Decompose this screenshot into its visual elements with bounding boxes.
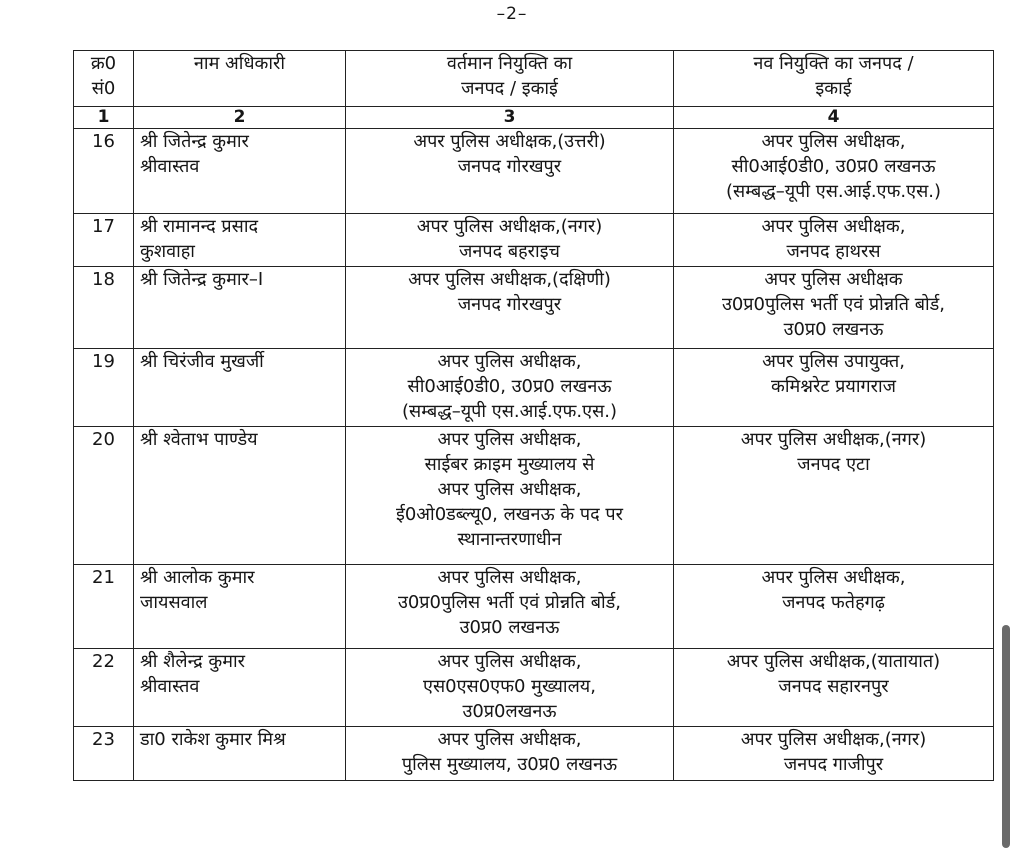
cell-line: अपर पुलिस अधीक्षक,(दक्षिणी) xyxy=(408,269,611,290)
officer-name-cell xyxy=(134,267,346,349)
new-posting-cell xyxy=(674,727,994,781)
new-posting-cell xyxy=(674,349,994,427)
column-number: 2 xyxy=(134,107,346,129)
table-row xyxy=(74,565,994,649)
current-posting-cell xyxy=(346,649,674,727)
header-row xyxy=(74,51,994,107)
scrollbar-thumb[interactable] xyxy=(1002,625,1010,848)
officer-name-cell xyxy=(134,649,346,727)
cell-line: डा0 राकेश कुमार मिश्र xyxy=(140,729,286,750)
cell-line: अपर पुलिस अधीक्षक,(नगर) xyxy=(740,729,927,750)
header-officer-name: नाम अधिकारी xyxy=(134,51,346,107)
table-row xyxy=(74,129,994,214)
officer-name-cell xyxy=(134,129,346,214)
cell-line: साईबर क्राइम मुख्यालय से xyxy=(424,454,595,475)
table-row xyxy=(74,427,994,565)
cell-line: श्रीवास्तव xyxy=(140,676,200,697)
table-row xyxy=(74,267,994,349)
cell-line: अपर पुलिस अधीक्षक,(नगर) xyxy=(416,216,603,237)
serial-number-cell: 23 xyxy=(74,727,134,781)
current-posting-cell xyxy=(346,214,674,267)
cell-line: जनपद एटा xyxy=(797,454,870,475)
cell-line: स्थानान्तरणाधीन xyxy=(457,529,562,550)
new-posting-cell xyxy=(674,129,994,214)
cell-line: अपर पुलिस अधीक्षक, xyxy=(761,131,906,152)
cell-line: जनपद गाजीपुर xyxy=(783,754,884,775)
cell-line: श्री रामानन्द प्रसाद xyxy=(140,216,259,237)
cell-line: उ0प्र0लखनऊ xyxy=(462,701,557,722)
cell-line: अपर पुलिस अधीक्षक, xyxy=(761,216,906,237)
table-row xyxy=(74,649,994,727)
cell-line: कुशवाहा xyxy=(140,241,195,262)
current-posting-cell xyxy=(346,267,674,349)
cell-line: जायसवाल xyxy=(140,592,208,613)
table-row xyxy=(74,349,994,427)
new-posting-cell xyxy=(674,565,994,649)
cell-line: एस0एस0एफ0 मुख्यालय, xyxy=(423,676,596,697)
cell-line: सी0आई0डी0, उ0प्र0 लखनऊ xyxy=(731,156,936,177)
table-body xyxy=(74,129,994,781)
cell-line: उ0प्र0पुलिस भर्ती एवं प्रोन्नति बोर्ड, xyxy=(721,294,946,315)
serial-number-cell: 16 xyxy=(74,129,134,214)
header-new-posting: नव नियुक्ति का जनपद / इकाई xyxy=(674,51,994,107)
new-posting-cell xyxy=(674,649,994,727)
serial-number-cell: 21 xyxy=(74,565,134,649)
current-posting-cell xyxy=(346,349,674,427)
serial-number-cell: 17 xyxy=(74,214,134,267)
cell-line: जनपद हाथरस xyxy=(786,241,881,262)
officer-name-cell xyxy=(134,727,346,781)
cell-line: उ0प्र0पुलिस भर्ती एवं प्रोन्नति बोर्ड, xyxy=(397,592,622,613)
cell-line: सी0आई0डी0, उ0प्र0 लखनऊ xyxy=(407,376,612,397)
cell-line: जनपद गोरखपुर xyxy=(457,294,562,315)
cell-line: श्री जितेन्द्र कुमार–I xyxy=(140,269,264,290)
new-posting-cell xyxy=(674,214,994,267)
officer-name-cell xyxy=(134,427,346,565)
cell-line: जनपद फतेहगढ़ xyxy=(782,592,885,613)
table-row xyxy=(74,214,994,267)
cell-line: पुलिस मुख्यालय, उ0प्र0 लखनऊ xyxy=(401,754,618,775)
cell-line: श्रीवास्तव xyxy=(140,156,200,177)
column-number: 1 xyxy=(74,107,134,129)
cell-line: अपर पुलिस अधीक्षक,(नगर) xyxy=(740,429,927,450)
cell-line: अपर पुलिस अधीक्षक, xyxy=(437,729,582,750)
officer-name-cell xyxy=(134,214,346,267)
cell-line: जनपद गोरखपुर xyxy=(457,156,562,177)
cell-line: अपर पुलिस उपायुक्त, xyxy=(762,351,905,372)
current-posting-cell xyxy=(346,727,674,781)
column-number-row xyxy=(74,107,994,129)
officer-name-cell xyxy=(134,565,346,649)
cell-line: उ0प्र0 लखनऊ xyxy=(459,617,560,638)
cell-line: अपर पुलिस अधीक्षक,(उत्तरी) xyxy=(413,131,606,152)
column-number: 3 xyxy=(346,107,674,129)
table-row xyxy=(74,727,994,781)
serial-number-cell: 22 xyxy=(74,649,134,727)
cell-line: कमिश्नरेट प्रयागराज xyxy=(771,376,896,397)
cell-line: अपर पुलिस अधीक्षक, xyxy=(437,351,582,372)
cell-line: अपर पुलिस अधीक्षक xyxy=(764,269,903,290)
header-serial: क्र0 सं0 xyxy=(74,51,134,107)
serial-number-cell: 18 xyxy=(74,267,134,349)
cell-line: अपर पुलिस अधीक्षक,(यातायात) xyxy=(726,651,941,672)
cell-line: अपर पुलिस अधीक्षक, xyxy=(437,567,582,588)
new-posting-cell xyxy=(674,427,994,565)
officer-name-cell xyxy=(134,349,346,427)
cell-line: अपर पुलिस अधीक्षक, xyxy=(437,479,582,500)
column-number: 4 xyxy=(674,107,994,129)
cell-line: ई0ओ0डब्ल्यू0, लखनऊ के पद पर xyxy=(396,504,623,525)
page-number: –2– xyxy=(496,4,528,24)
cell-line: (सम्बद्ध–यूपी एस.आई.एफ.एस.) xyxy=(402,401,617,422)
cell-line: उ0प्र0 लखनऊ xyxy=(783,319,884,340)
transfer-order-table xyxy=(73,50,994,781)
cell-line: श्री शैलेन्द्र कुमार xyxy=(140,651,246,672)
current-posting-cell xyxy=(346,427,674,565)
current-posting-cell xyxy=(346,565,674,649)
cell-line: (सम्बद्ध–यूपी एस.आई.एफ.एस.) xyxy=(726,181,941,202)
cell-line: श्री जितेन्द्र कुमार xyxy=(140,131,249,152)
cell-line: श्री आलोक कुमार xyxy=(140,567,255,588)
cell-line: अपर पुलिस अधीक्षक, xyxy=(437,651,582,672)
header-current-posting: वर्तमान नियुक्ति का जनपद / इकाई xyxy=(346,51,674,107)
cell-line: जनपद सहारनपुर xyxy=(778,676,889,697)
serial-number-cell: 20 xyxy=(74,427,134,565)
cell-line: अपर पुलिस अधीक्षक, xyxy=(437,429,582,450)
new-posting-cell xyxy=(674,267,994,349)
cell-line: श्री चिरंजीव मुखर्जी xyxy=(140,351,264,372)
serial-number-cell: 19 xyxy=(74,349,134,427)
cell-line: अपर पुलिस अधीक्षक, xyxy=(761,567,906,588)
cell-line: श्री श्वेताभ पाण्डेय xyxy=(140,429,258,450)
current-posting-cell xyxy=(346,129,674,214)
cell-line: जनपद बहराइच xyxy=(459,241,560,262)
